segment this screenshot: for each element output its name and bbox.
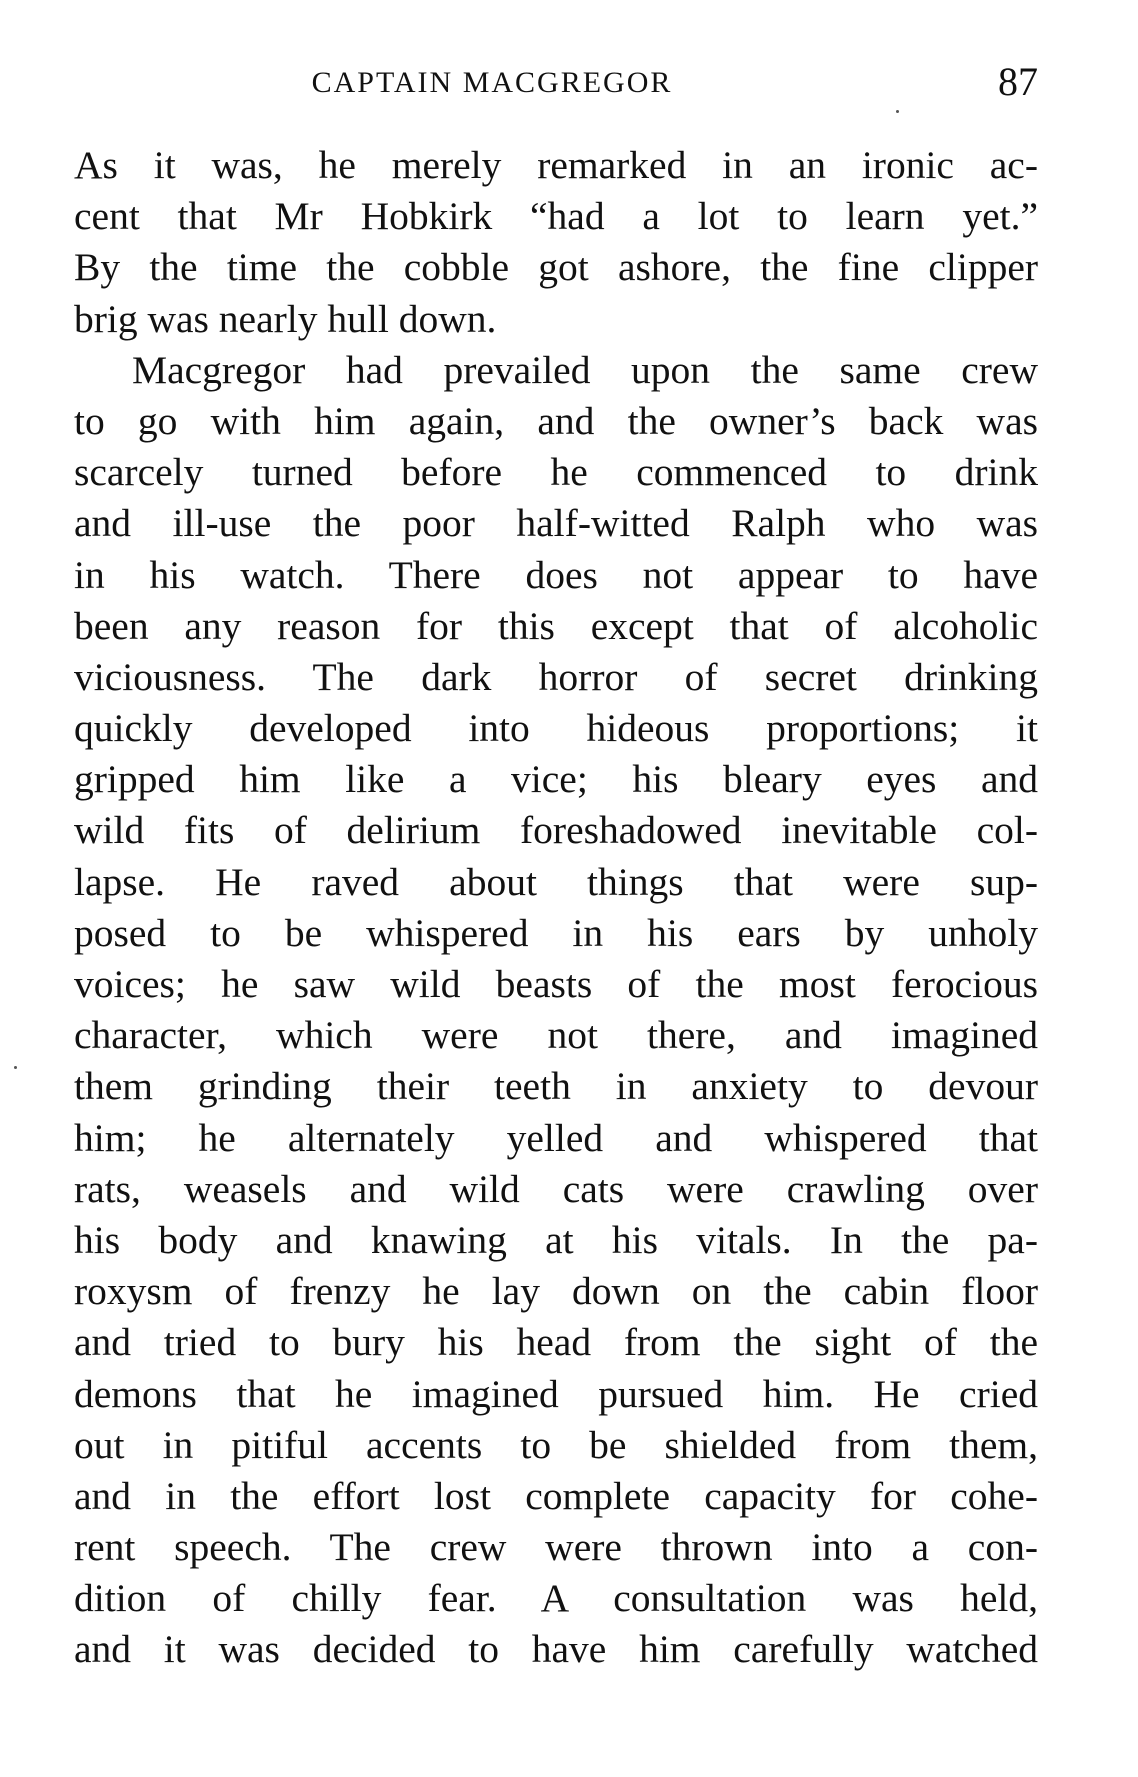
text-line: demons that he imagined pursued him. He cried xyxy=(74,1371,1038,1416)
text-line: cent that Mr Hobkirk “had a lot to learn yet.” xyxy=(74,194,1038,239)
text-line: and it was decided to have him carefully watched xyxy=(74,1627,1038,1672)
text-line: his body and knawing at his vitals. In the pa- xyxy=(74,1217,1038,1262)
text-line: rent speech. The crew were thrown into a con- xyxy=(74,1525,1038,1570)
text-line: in his watch. There does not appear to have xyxy=(74,552,1038,597)
print-speck xyxy=(896,110,899,113)
text-line: out in pitiful accents to be shielded from them, xyxy=(74,1422,1038,1467)
text-line: them grinding their teeth in anxiety to devour xyxy=(74,1064,1038,1109)
body-text xyxy=(74,140,1038,1676)
text-line: rats, weasels and wild cats were crawling over xyxy=(74,1166,1038,1211)
text-line: dition of chilly fear. A consultation was held, xyxy=(74,1576,1038,1621)
text-line: brig was nearly hull down. xyxy=(74,296,497,341)
text-line: character, which were not there, and imagined xyxy=(74,1013,1038,1058)
text-line: lapse. He raved about things that were sup- xyxy=(74,859,1038,904)
text-line: gripped him like a vice; his bleary eyes and xyxy=(74,757,1038,802)
text-line: and in the effort lost complete capacity for cohe- xyxy=(74,1473,1038,1518)
text-line: wild fits of delirium foreshadowed inevitable col- xyxy=(74,808,1038,853)
text-line: to go with him again, and the owner’s back was xyxy=(74,398,1038,443)
text-line: and ill-use the poor half-witted Ralph who was xyxy=(74,501,1038,546)
text-line: been any reason for this except that of alcoholic xyxy=(74,603,1038,648)
running-title: CAPTAIN MACGREGOR xyxy=(311,66,673,99)
text-line: quickly developed into hideous proportions; it xyxy=(74,706,1038,751)
text-line: him; he alternately yelled and whispered that xyxy=(74,1115,1038,1160)
print-speck xyxy=(14,1066,17,1069)
running-head xyxy=(74,58,1038,108)
text-line: voices; he saw wild beasts of the most ferocious xyxy=(74,962,1038,1006)
text-line: Macgregor had prevailed upon the same crew xyxy=(132,347,1038,392)
text-line: and tried to bury his head from the sight of the xyxy=(74,1320,1038,1365)
paragraph-2 xyxy=(74,345,1038,1676)
text-line: roxysm of frenzy he lay down on the cabin floor xyxy=(74,1269,1038,1314)
text-line: scarcely turned before he commenced to drink xyxy=(74,450,1038,495)
page-number: 87 xyxy=(998,59,1038,104)
text-line: By the time the cobble got ashore, the fine clipper xyxy=(74,245,1038,290)
text-line: viciousness. The dark horror of secret drinking xyxy=(74,654,1038,699)
paragraph-1 xyxy=(74,140,1038,345)
text-line: posed to be whispered in his ears by unholy xyxy=(74,910,1038,955)
text-line: As it was, he merely remarked in an ironic ac- xyxy=(74,143,1038,187)
